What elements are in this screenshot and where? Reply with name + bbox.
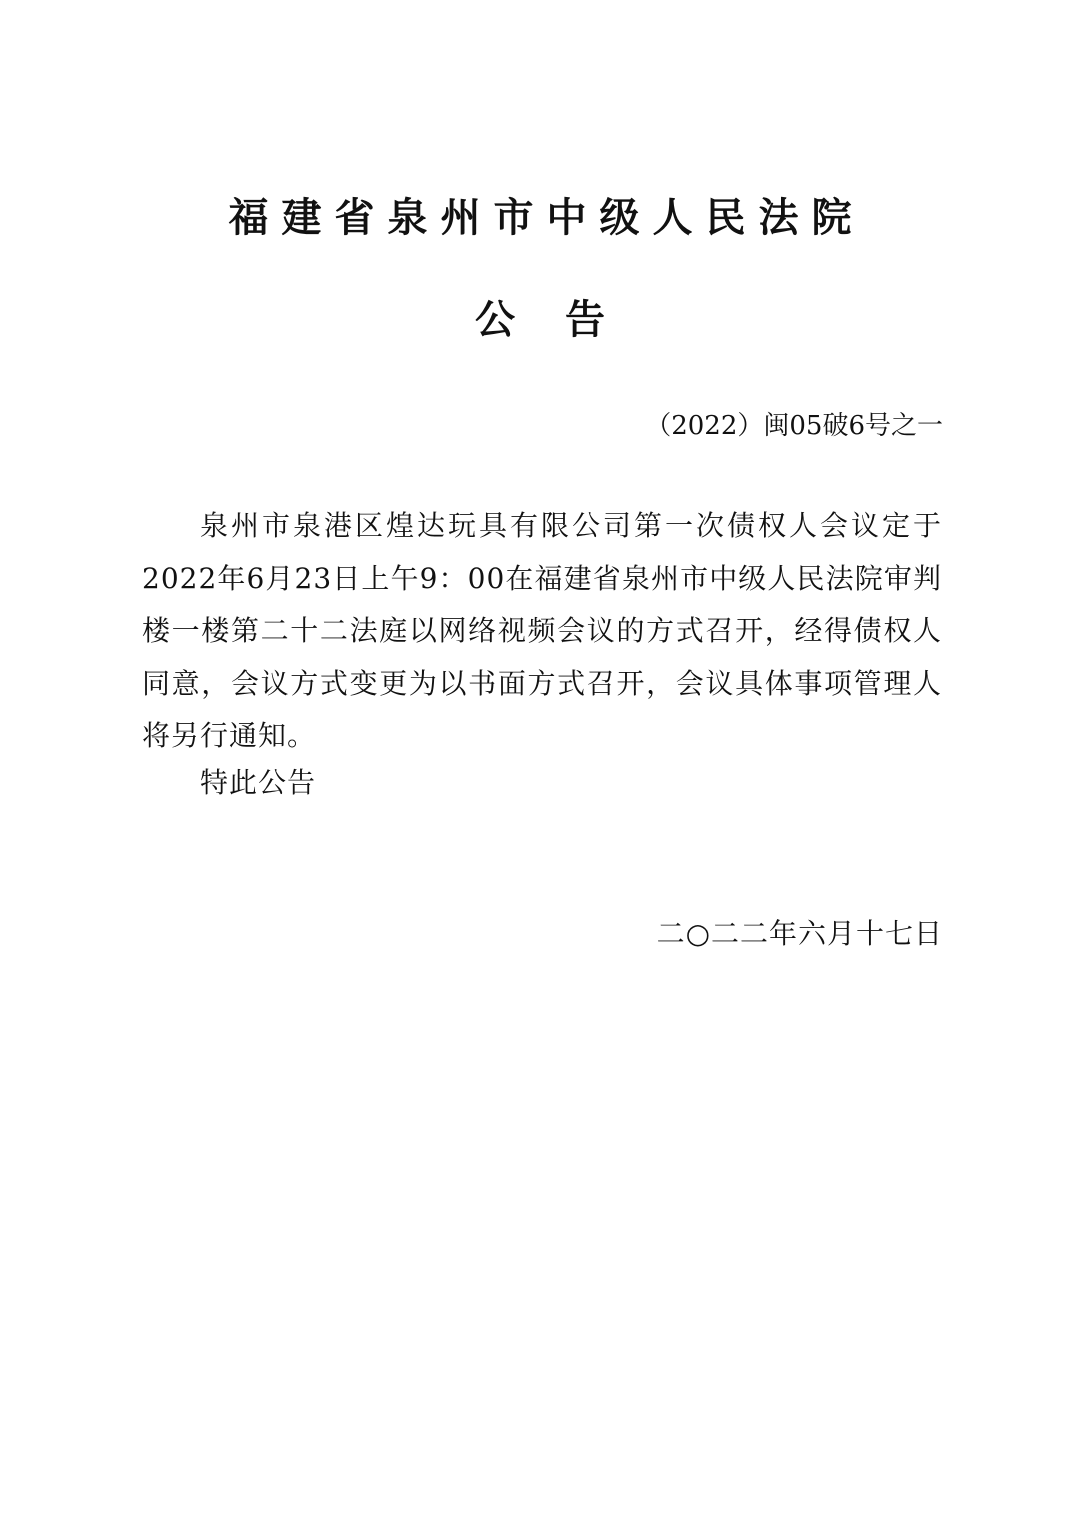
- closing-phrase: 特此公告: [200, 766, 317, 799]
- announcement-body: 泉州市泉港区煌达玩具有限公司第一次债权人会议定于2022年6月23日上午9：00在福建省泉州市中级人民法院审判楼一楼第二十二法庭以网络视频会议的方式召开，经得债权人同意，会议方式变更为以书面方式召开，会议具体事项管理人将另行通知。: [142, 509, 942, 752]
- court-name-heading: 福建省泉州市中级人民法院: [228, 195, 865, 241]
- case-number: （2022）闽05破6号之一: [645, 411, 943, 441]
- issue-date: 二○二二年六月十七日: [656, 917, 943, 950]
- document-title: 公告: [475, 297, 655, 343]
